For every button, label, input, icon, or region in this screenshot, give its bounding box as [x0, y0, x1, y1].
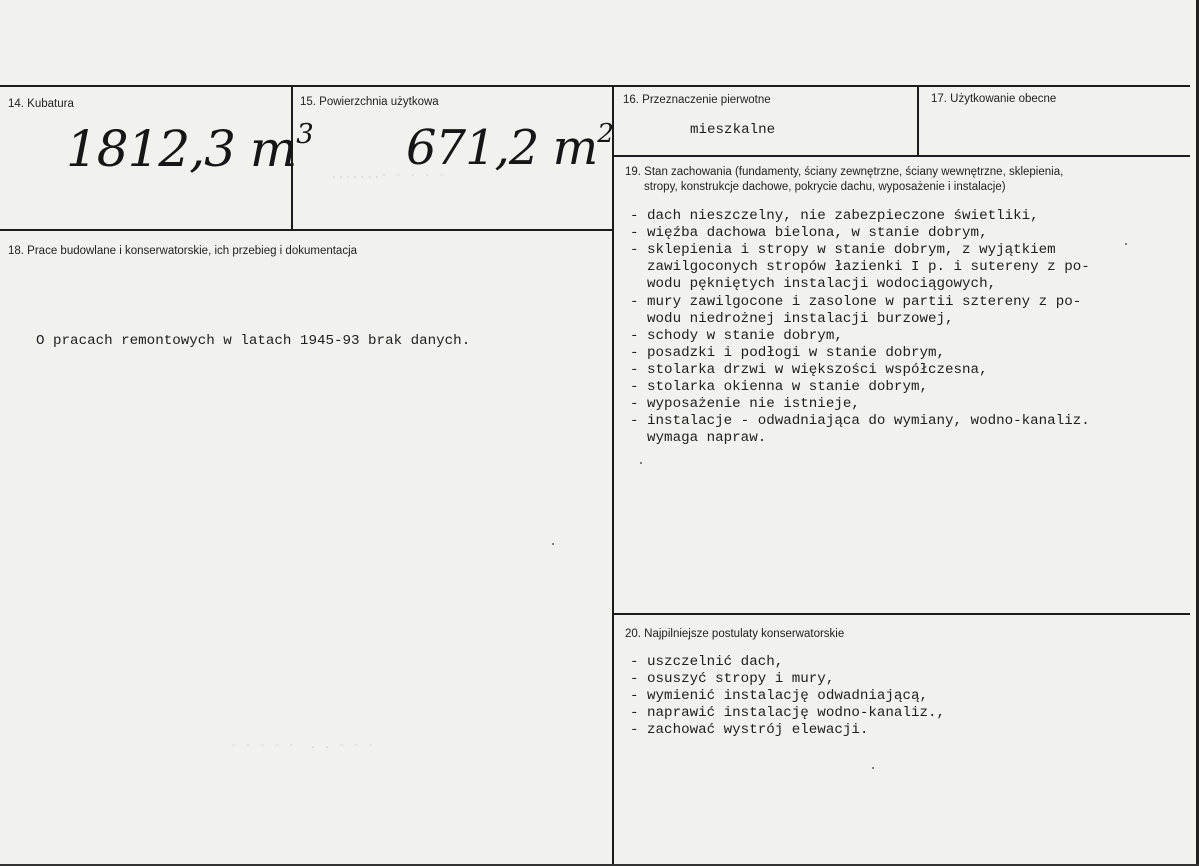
show-through-mark: .......- - - - -: [330, 168, 446, 182]
typed-line: - schody w stanie dobrym,: [630, 327, 843, 344]
typed-line: - sklepienia i stropy w stanie dobrym, z wyjątkiem: [630, 242, 1056, 259]
rule-below-14-15: [0, 229, 613, 231]
ink-speck: [640, 462, 642, 464]
ink-speck: [1125, 243, 1127, 245]
postulaty-label: 20. Najpilniejsze postulaty konserwatorskie: [625, 628, 845, 640]
typed-line: - dach nieszczelny, nie zabezpieczone świetliki,: [630, 208, 1039, 224]
center-divider: [612, 85, 614, 866]
kubatura-exponent: 3: [296, 117, 313, 150]
typed-line: - stolarka okienna w stanie dobrym,: [630, 379, 928, 395]
typed-line: - więźba dachowa bielona, w stanie dobrym,: [630, 225, 988, 242]
uzytkowanie-label: 17. Użytkowanie obecne: [931, 93, 1057, 105]
typed-line: - wyposażenie nie istnieje,: [630, 396, 860, 413]
rule-below-16-17: [613, 155, 1190, 157]
typed-line: - posadzki i podłogi w stanie dobrym,: [630, 344, 946, 361]
divider-16-17: [917, 85, 919, 157]
stan-label-line2: stropy, konstrukcje dachowe, pokrycie dachu, wyposażenie i instalacje): [644, 181, 1006, 193]
ink-speck: [872, 767, 874, 769]
kubatura-value: [66, 117, 313, 178]
stan-label-line1: 19. Stan zachowania (fundamenty, ściany zewnętrzne, ściany wewnętrzne, sklepienia,: [625, 166, 1064, 178]
show-through-mark: - - - - - . . - - -: [230, 738, 375, 752]
prace-label: 18. Prace budowlane i konserwatorskie, ich przebieg i dokumentacja: [8, 245, 358, 257]
typed-line: - zachować wystrój elewacji.: [630, 722, 869, 739]
kubatura-value-text: 1812,3 m: [66, 120, 297, 178]
typed-line: - osuszyć stropy i mury,: [630, 671, 835, 688]
typed-line: wymaga napraw.: [630, 430, 767, 447]
typed-line: - instalacje - odwadniająca do wymiany, wodno-kanaliz.: [630, 413, 1090, 430]
typed-line: - uszczelnić dach,: [630, 654, 784, 670]
typed-line: zawilgoconych stropów łazienki I p. i sutereny z po-: [630, 259, 1090, 276]
typed-line: - wymienić instalację odwadniającą,: [630, 688, 928, 705]
powierzchnia-label: 15. Powierzchnia użytkowa: [300, 96, 439, 108]
rule-below-19: [613, 613, 1190, 615]
przeznaczenie-value: mieszkalne: [690, 122, 776, 138]
typed-line: wodu niedrożnej instalacji burzowej,: [630, 310, 954, 327]
typed-line: - naprawić instalację wodno-kanaliz.,: [630, 705, 946, 722]
powierzchnia-exponent: 2: [597, 117, 613, 149]
top-rule: [0, 85, 1190, 87]
powierzchnia-value-text: 671,2 m: [406, 120, 598, 176]
typed-line: - stolarka drzwi w większości współczesna,: [630, 361, 988, 378]
prace-text: O pracach remontowych w latach 1945-93 brak danych.: [36, 333, 471, 349]
kubatura-label: 14. Kubatura: [8, 98, 74, 110]
powierzchnia-value: [406, 117, 613, 176]
typed-line: wodu pękniętych instalacji wodociągowych,: [630, 276, 997, 293]
przeznaczenie-label: 16. Przeznaczenie pierwotne: [623, 94, 771, 106]
typed-line: - mury zawilgocone i zasolone w partii sztereny z po-: [630, 293, 1082, 310]
ink-speck: [552, 543, 554, 545]
